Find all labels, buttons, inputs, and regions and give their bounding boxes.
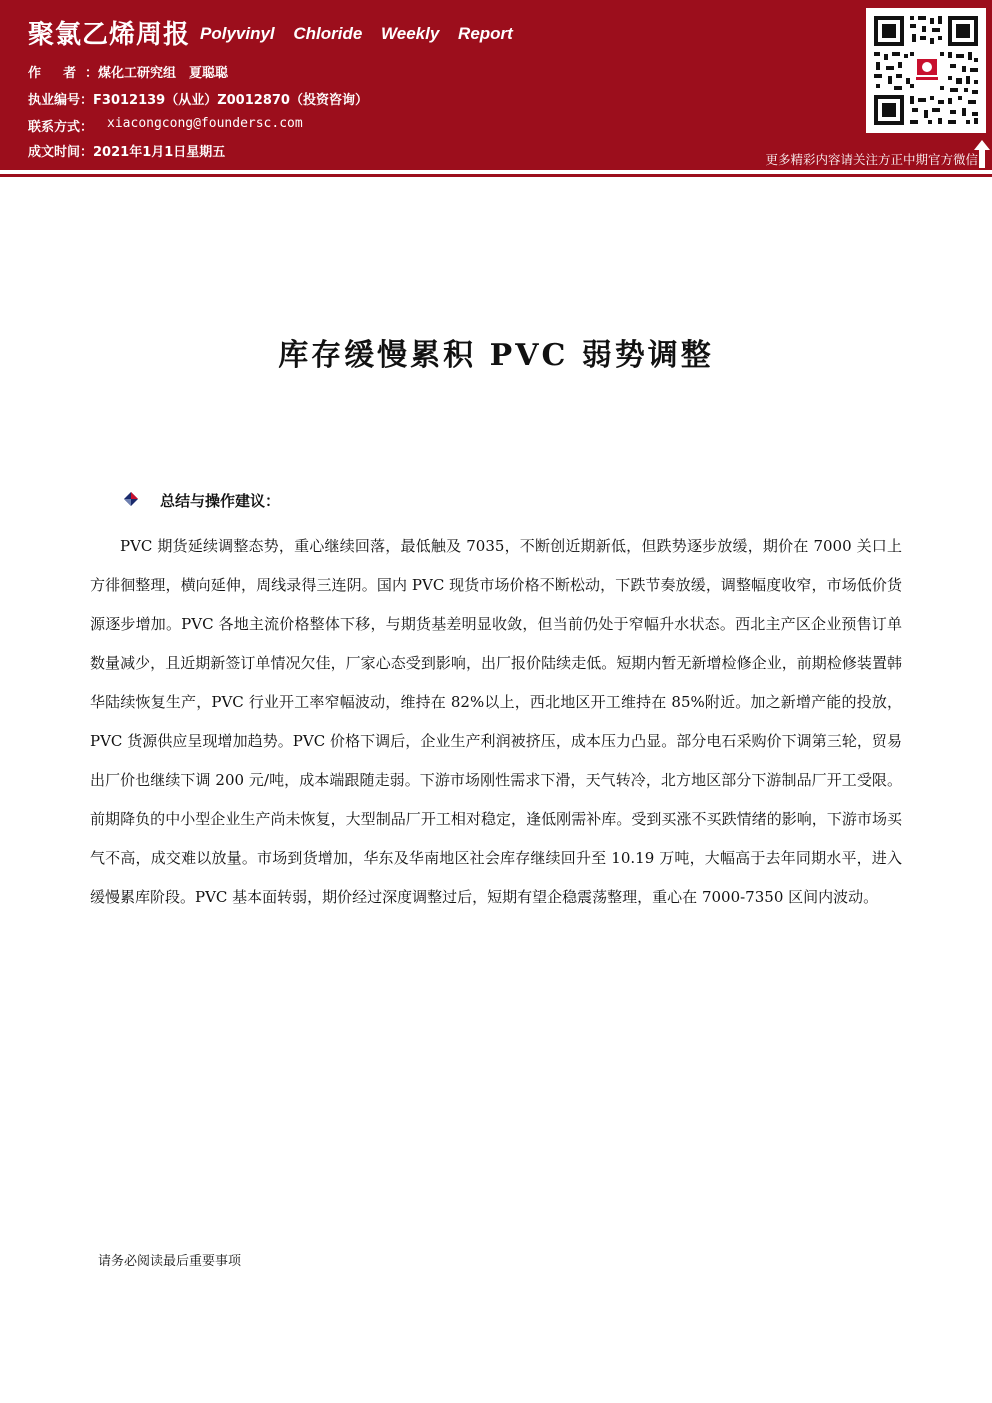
license-row [28,89,368,108]
diamond-bullet-icon [124,492,138,510]
date-value: 2021年1月1日星期五 [93,145,226,160]
report-title-cn: 聚氯乙烯周报 [28,20,191,50]
summary-paragraph: PVC 期货延续调整态势，重心继续回落，最低触及 7035，不断创近期新低，但跌势逐步放缓，期价在 7000 关口上方徘徊整理，横向延伸，周线录得三连阴。国内 PVC 现货市场价格不断松动，下跌节奏放缓，调整幅度收窄，市场低价货源逐步增加。PVC 各地主流价格整体下移，与期货基差明显收敛，但当前仍处于窄幅升水状态。西北主产区企业预售订单数量减少，且近期新签订单情况欠佳，厂家心态受到影响，出厂报价陆续走低。短期内暂无新增检修企业，前期检修装置韩华陆续恢复生产，PVC 行业开工率窄幅波动，维持在 82%以上，西北地区开工维持在 85%附近。加之新增产能的投放，PVC 货源供应呈现增加趋势。PVC 价格下调后，企业生产利润被挤压，成本压力凸显。部分电石采购价下调第三轮，贸易出厂价也继续下调 200 元/吨，成本端跟随走弱。下游市场刚性需求下滑，天气转冷，北方地区部分下游制品厂开工受限。前期降负的中小型企业生产尚未恢复，大型制品厂开工相对稳定，逢低刚需补库。受到买涨不买跌情绪的影响，下游市场买气不高，成交难以放量。市场到货增加，华东及华南地区社会库存继续回升至 10.19 万吨，大幅高于去年同期水平，进入缓慢累库阶段。PVC 基本面转弱，期价经过深度调整过后，短期有望企稳震荡整理，重心在 7000-7350 区间内波动。 [90,537,902,906]
disclaimer-note: 请务必阅读最后重要事项 [98,1254,242,1269]
report-header [0,0,992,170]
arrow-up-icon [974,140,990,172]
qr-code-icon[interactable] [866,8,986,133]
license-label: 执业编号： [28,93,94,108]
author-value: 煤化工研究组 夏聪聪 [98,66,229,81]
report-title-en: Polyvinyl Chloride Weekly Report [200,24,513,43]
follow-wechat-text: 更多精彩内容请关注方正中期官方微信 [765,152,978,167]
document-title: 库存缓慢累积 PVC 弱势调整 [278,338,714,373]
license-value: F3012139（从业）Z0012870（投资咨询） [93,93,368,108]
section-heading [124,490,280,511]
contact-row [28,116,303,135]
section-heading-text: 总结与操作建议： [160,492,281,510]
date-label: 成文时间： [28,145,94,160]
header-divider [0,174,992,177]
contact-label: 联系方式： [28,120,94,135]
author-label: 作 者： [28,66,98,81]
date-row [28,141,225,160]
author-row [28,62,228,81]
contact-email[interactable]: xiacongcong@foundersc.com [107,116,303,131]
